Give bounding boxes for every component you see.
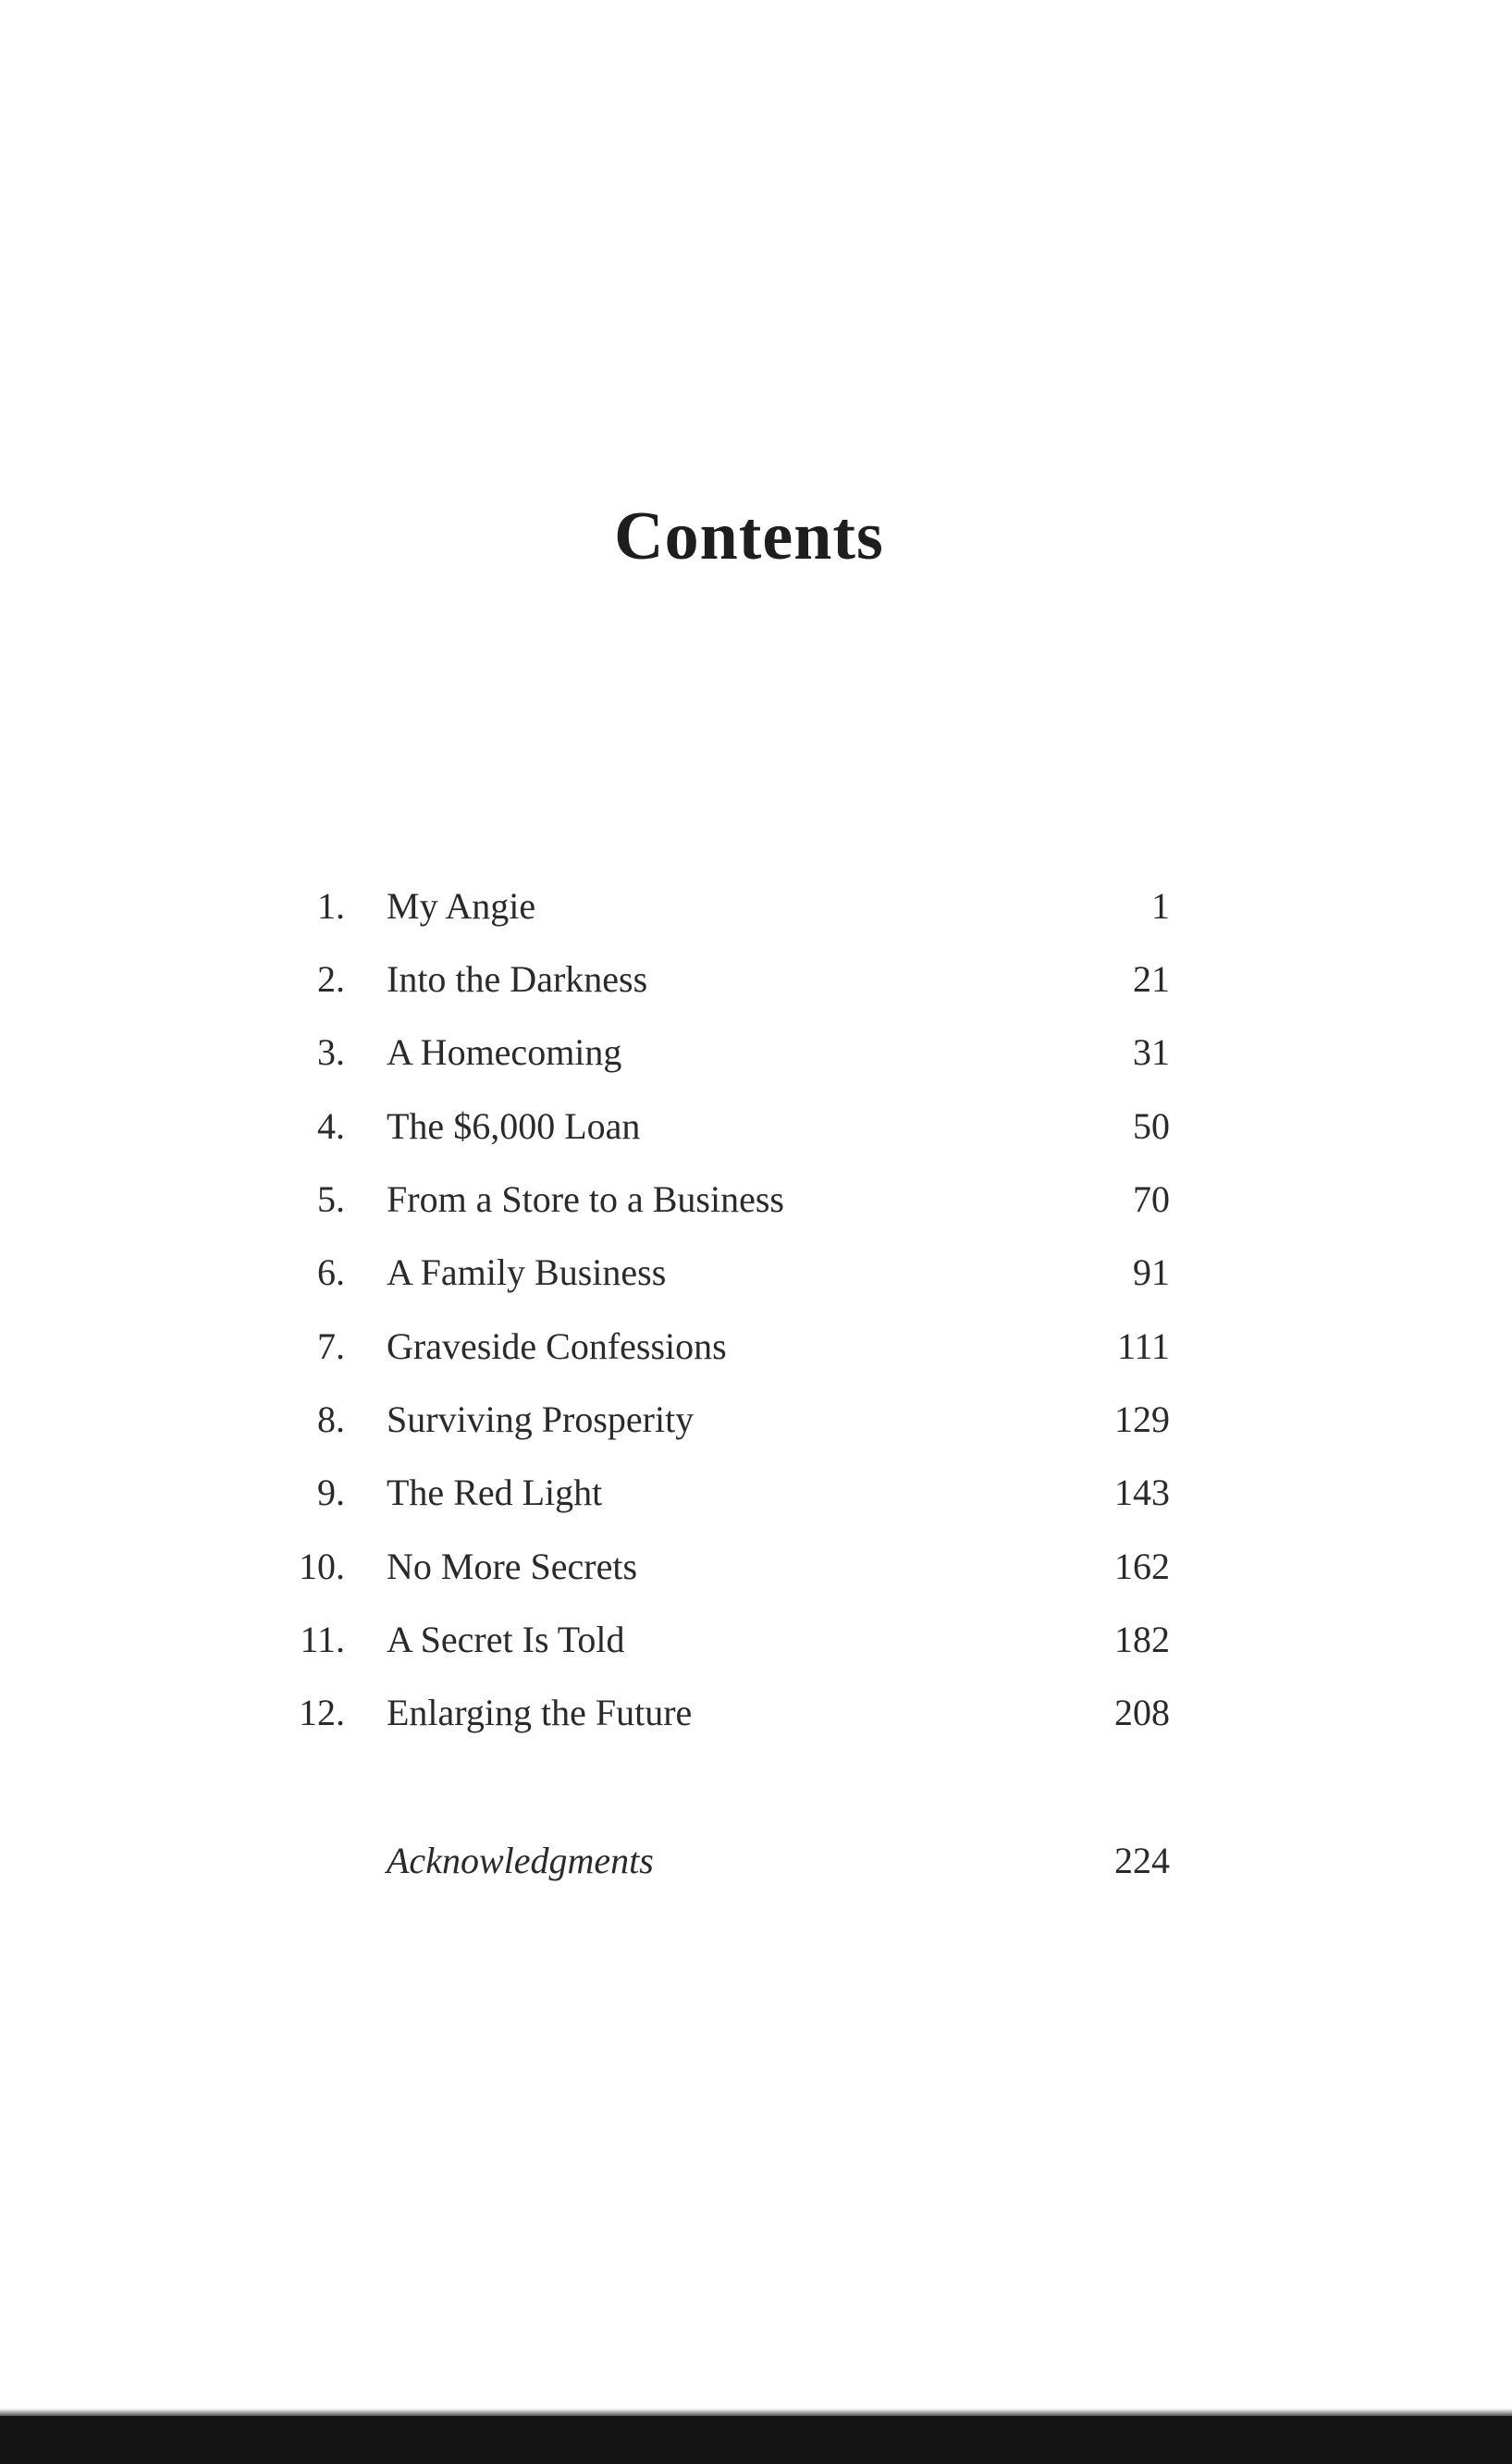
chapter-number: 10.	[299, 1546, 345, 1587]
chapter-number: 3.	[317, 1031, 345, 1073]
page-number: 111	[1116, 1325, 1170, 1367]
scan-edge-bar	[0, 2416, 1512, 2464]
scan-edge-shadow	[0, 2409, 1512, 2416]
toc-entry[interactable]	[0, 1319, 1512, 1374]
page-number: 31	[1133, 1031, 1170, 1073]
page-number: 91	[1133, 1251, 1170, 1293]
chapter-number: 5.	[317, 1178, 345, 1220]
page-number: 182	[1114, 1619, 1170, 1660]
page-number: 224	[1114, 1840, 1170, 1881]
toc-entry[interactable]	[0, 1612, 1512, 1668]
chapter-title: No More Secrets	[387, 1546, 638, 1587]
toc-entry[interactable]	[0, 1685, 1512, 1741]
page-title: Contents	[614, 498, 884, 574]
toc-entry[interactable]	[0, 1025, 1512, 1080]
chapter-title: Surviving Prosperity	[387, 1398, 695, 1440]
chapter-title: Into the Darkness	[387, 958, 648, 1000]
chapter-number: 9.	[317, 1472, 345, 1513]
chapter-title: A Family Business	[387, 1251, 667, 1293]
page-number: 129	[1114, 1398, 1170, 1440]
toc-entry[interactable]	[0, 879, 1512, 934]
chapter-title: A Homecoming	[387, 1031, 622, 1073]
chapter-number: 7.	[317, 1325, 345, 1367]
page-number: 70	[1133, 1178, 1170, 1220]
chapter-title: From a Store to a Business	[387, 1178, 784, 1220]
page-number: 162	[1114, 1546, 1170, 1587]
chapter-number: 12.	[299, 1692, 345, 1733]
chapter-title: Enlarging the Future	[387, 1692, 693, 1733]
toc-entry[interactable]	[0, 1099, 1512, 1154]
toc-entry[interactable]	[0, 1465, 1512, 1521]
page-number: 21	[1133, 958, 1170, 1000]
page-number: 50	[1133, 1105, 1170, 1147]
acknowledgments-title: Acknowledgments	[387, 1840, 654, 1881]
page-number: 208	[1114, 1692, 1170, 1733]
chapter-title: The $6,000 Loan	[387, 1105, 641, 1147]
chapter-number: 11.	[300, 1619, 345, 1660]
toc-entry-acknowledgments[interactable]	[0, 1833, 1512, 1889]
chapter-title: My Angie	[387, 885, 536, 927]
chapter-title: Graveside Confessions	[387, 1325, 727, 1367]
chapter-number: 8.	[317, 1398, 345, 1440]
toc-entry[interactable]	[0, 1392, 1512, 1448]
toc-entry[interactable]	[0, 1539, 1512, 1595]
chapter-number: 6.	[317, 1251, 345, 1293]
toc-entry[interactable]	[0, 1245, 1512, 1300]
chapter-number: 4.	[317, 1105, 345, 1147]
toc-entry[interactable]	[0, 1172, 1512, 1227]
page-number: 143	[1114, 1472, 1170, 1513]
chapter-title: A Secret Is Told	[387, 1619, 625, 1660]
chapter-title: The Red Light	[387, 1472, 603, 1513]
chapter-number: 2.	[317, 958, 345, 1000]
page-number: 1	[1151, 885, 1170, 927]
chapter-number: 1.	[317, 885, 345, 927]
toc-entry[interactable]	[0, 952, 1512, 1007]
